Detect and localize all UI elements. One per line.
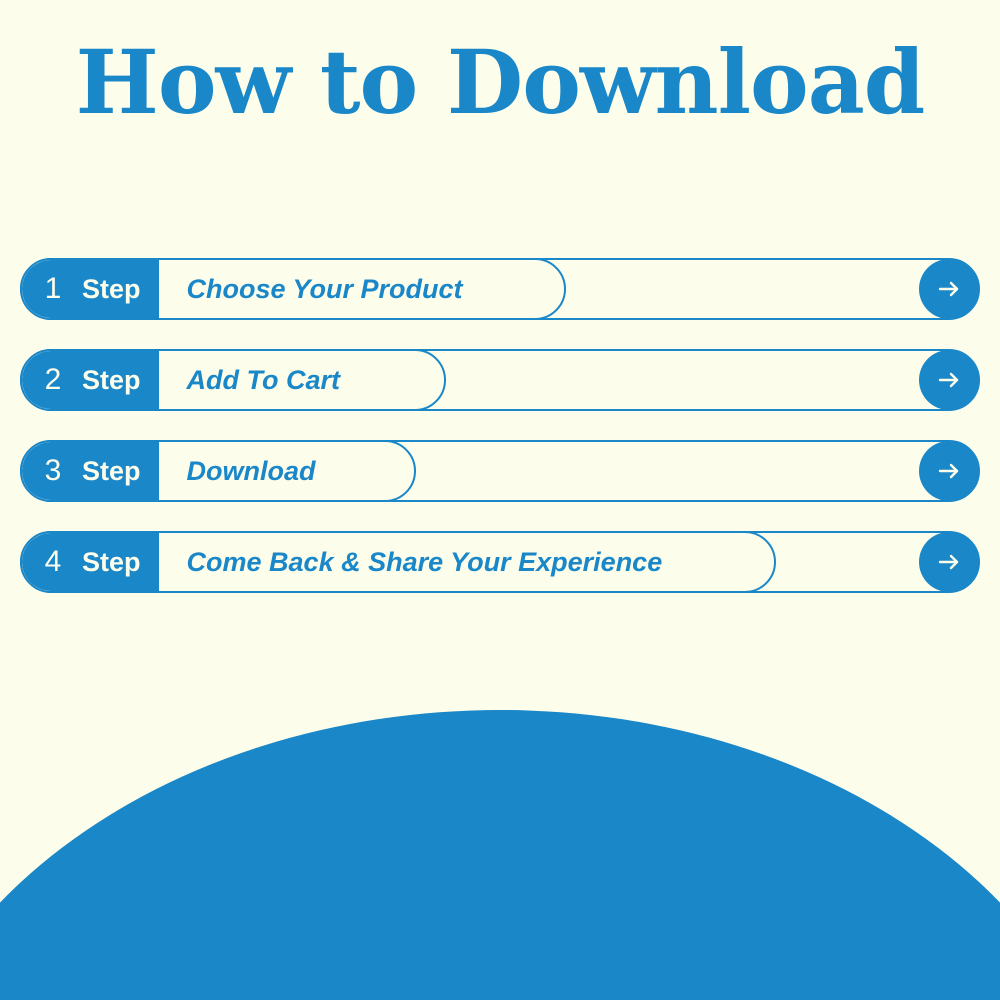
step-pill[interactable] bbox=[20, 531, 776, 593]
decorative-arc bbox=[0, 710, 1000, 1000]
page-title: How to Download bbox=[75, 30, 925, 134]
step-pill[interactable] bbox=[20, 258, 566, 320]
step-number: 2 bbox=[44, 363, 62, 396]
step-word: Step bbox=[82, 364, 141, 395]
step-badge bbox=[22, 442, 159, 500]
arrow-right-icon[interactable] bbox=[919, 259, 979, 319]
list-item[interactable] bbox=[20, 349, 980, 411]
step-badge bbox=[22, 533, 159, 591]
step-pill[interactable] bbox=[20, 440, 416, 502]
list-item[interactable] bbox=[20, 531, 980, 593]
step-badge bbox=[22, 260, 159, 318]
arrow-right-icon[interactable] bbox=[919, 532, 979, 592]
steps-list bbox=[20, 258, 980, 622]
step-number: 4 bbox=[44, 545, 62, 578]
step-word: Step bbox=[82, 546, 141, 577]
list-item[interactable] bbox=[20, 258, 980, 320]
step-word: Step bbox=[82, 273, 141, 304]
list-item[interactable] bbox=[20, 440, 980, 502]
step-label: Add To Cart bbox=[186, 364, 340, 395]
step-number: 1 bbox=[44, 272, 62, 305]
step-badge bbox=[22, 351, 159, 409]
step-label: Come Back & Share Your Experience bbox=[186, 546, 663, 577]
arrow-right-icon[interactable] bbox=[919, 350, 979, 410]
step-number: 3 bbox=[44, 454, 62, 487]
step-label: Download bbox=[186, 455, 316, 486]
step-label: Choose Your Product bbox=[186, 273, 463, 304]
step-pill[interactable] bbox=[20, 349, 446, 411]
arrow-right-icon[interactable] bbox=[919, 441, 979, 501]
step-word: Step bbox=[82, 455, 141, 486]
